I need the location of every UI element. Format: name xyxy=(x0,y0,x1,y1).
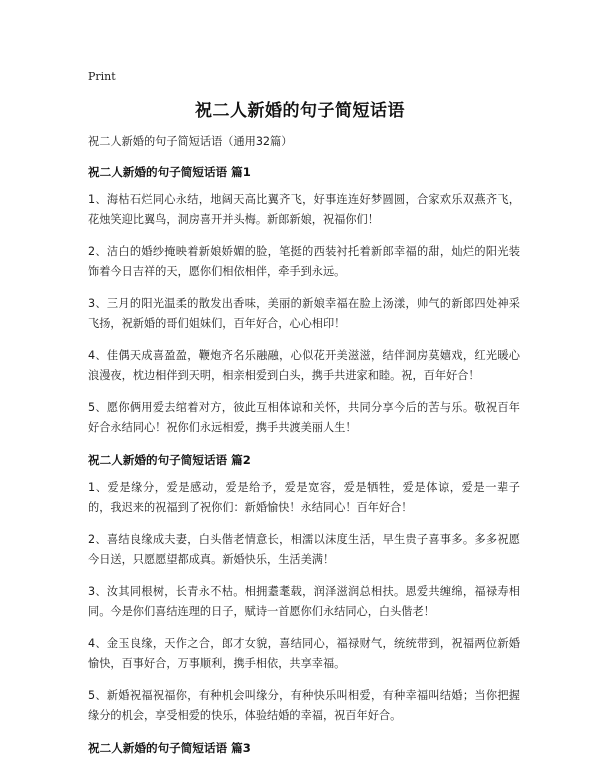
paragraph: 5、新婚祝福祝福你，有种机会叫缘分，有种快乐叫相爱，有种幸福叫结婚；当你把握缘分的机会，享受相爱的快乐，体验结婚的幸福，祝百年好合。 xyxy=(88,689,520,722)
document-subtitle: 祝二人新婚的句子简短话语（通用32篇） xyxy=(88,135,293,148)
paragraph: 3、三月的阳光温柔的散发出香味，美丽的新娘幸福在脸上汤漾，帅气的新郎四处神采飞扬，祝新婚的哥们姐妹们，百年好合，心心相印！ xyxy=(88,297,520,330)
section-heading: 祝二人新婚的句子简短话语 篇3 xyxy=(88,741,251,755)
paragraph: 2、喜结良缘成夫妻，白头偕老情意长，相濡以沫度生活，早生贵子喜事多。多多祝愿今日送，只愿愿望都成真。新婚快乐，生活美满！ xyxy=(88,533,520,566)
section-heading: 祝二人新婚的句子简短话语 篇2 xyxy=(88,453,251,467)
paragraph: 4、佳偶天成喜盈盈，鞭炮齐名乐融融，心似花开美滋滋，结伴洞房莫嬉戏，红光暖心浪漫夜，枕边相伴到天明，相亲相爱到白头，携手共进家和睦。祝，百年好合！ xyxy=(88,349,520,382)
section-3 xyxy=(88,738,520,758)
section-2 xyxy=(88,450,520,726)
paragraph: 5、愿你俩用爱去绾着对方，彼此互相体谅和关怀，共同分享今后的苦与乐。敬祝百年好合永结同心！祝你们永远相爱，携手共渡美丽人生！ xyxy=(88,401,520,434)
paragraph: 2、洁白的婚纱掩映着新娘娇媚的脸，笔挺的西装衬托着新郎幸福的甜，灿烂的阳光装饰着今日吉祥的天，愿你们相依相伴，牵手到永远。 xyxy=(88,245,520,278)
print-label[interactable]: Print xyxy=(88,70,116,83)
paragraph: 1、爱是缘分，爱是感动，爱是给予，爱是宽容，爱是牺牲，爱是体谅，爱是一辈子的，我迟来的祝福到了祝你们：新婚愉快！永结同心！百年好合！ xyxy=(88,481,520,514)
document-title: 祝二人新婚的句子简短话语 xyxy=(195,101,405,121)
document-body xyxy=(88,132,520,766)
paragraph: 3、汝其同根树，长青永不枯。相拥耋耄载，润泽滋润总相扶。恩爱共缠绵，福禄寿相同。今是你们喜结连理的日子，赋诗一首愿你们永结同心，白头偕老！ xyxy=(88,585,520,618)
paragraph: 4、金玉良缘，天作之合，郎才女貌，喜结同心，福禄财气，统统带到，祝福两位新婚愉快，百事好合，万事顺利，携手相依，共享幸福。 xyxy=(88,637,520,670)
section-heading: 祝二人新婚的句子简短话语 篇1 xyxy=(88,165,251,179)
paragraph: 1、海枯石烂同心永结，地阔天高比翼齐飞，好事连连好梦圆圆，合家欢乐双燕齐飞，花烛笑迎比翼鸟，洞房喜开并头梅。新郎新娘，祝福你们！ xyxy=(88,193,520,226)
section-1 xyxy=(88,162,520,438)
